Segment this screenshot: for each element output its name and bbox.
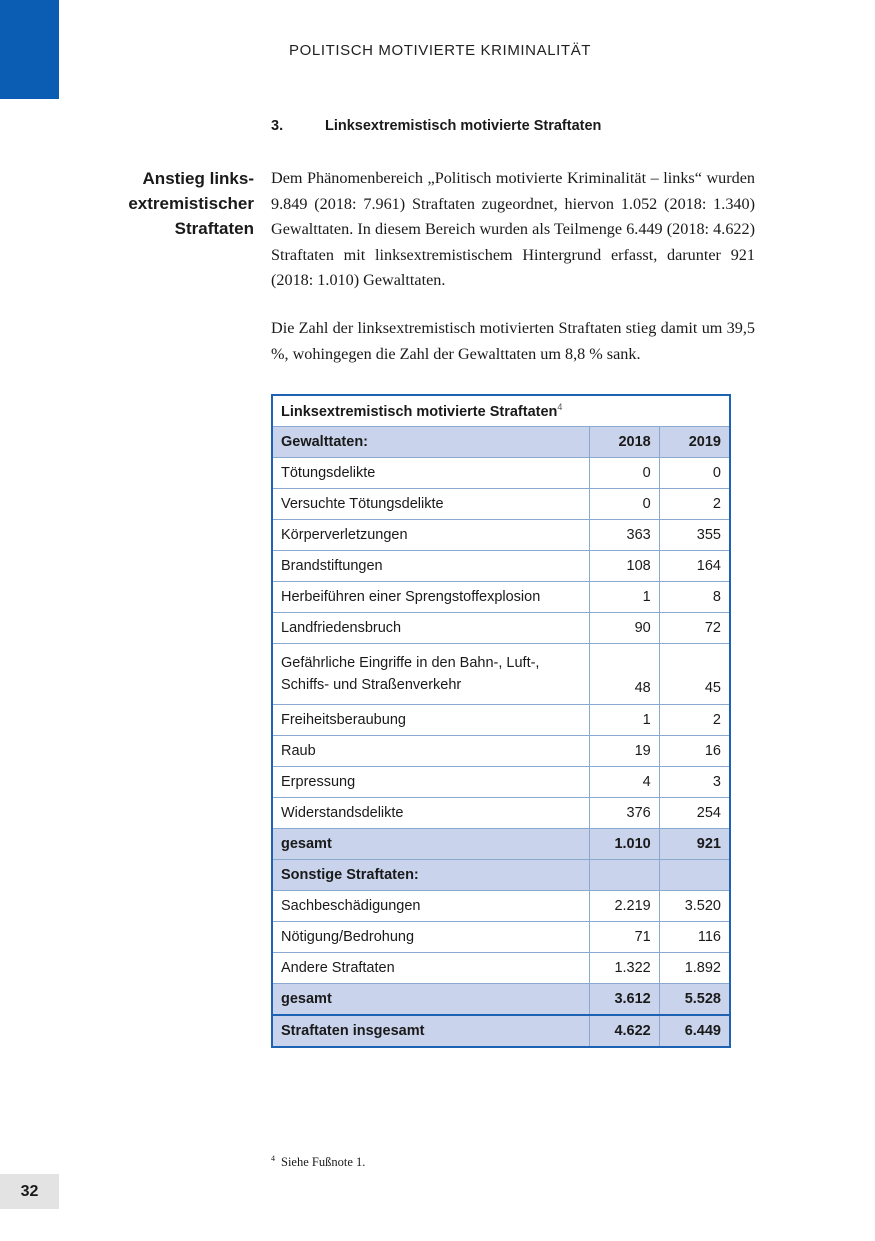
corner-color-block (0, 0, 59, 99)
value-2018: 4.622 (589, 1015, 659, 1047)
table-row (272, 891, 730, 922)
value-2019: 2 (659, 489, 730, 520)
row-label: Straftaten insgesamt (272, 1015, 589, 1047)
value-2019: 1.892 (659, 953, 730, 984)
table-row (272, 953, 730, 984)
other-total-row (272, 984, 730, 1016)
value-2019: 2019 (659, 427, 730, 458)
row-label: Versuchte Tötungsdelikte (272, 489, 589, 520)
row-label: Gefährliche Eingriffe in den Bahn-, Luft-, Schiffs- und Straßenverkehr (272, 644, 589, 705)
value-2019: 8 (659, 582, 730, 613)
table-row (272, 489, 730, 520)
margin-heading (114, 166, 254, 241)
violent-total-row (272, 829, 730, 860)
table-row (272, 922, 730, 953)
table-row (272, 736, 730, 767)
row-label: Sonstige Straftaten: (272, 860, 589, 891)
crime-statistics-table (271, 394, 731, 1048)
section-title: Linksextremistisch motivierte Straftaten (325, 118, 602, 134)
value-2018: 4 (589, 767, 659, 798)
row-label: Andere Straftaten (272, 953, 589, 984)
value-2019: 254 (659, 798, 730, 829)
margin-heading-line: Anstieg links- (142, 169, 254, 188)
footnote-marker: 4 (271, 1154, 275, 1163)
value-2018: 2.219 (589, 891, 659, 922)
table-row (272, 551, 730, 582)
value-2019: 116 (659, 922, 730, 953)
row-label: Landfriedensbruch (272, 613, 589, 644)
value-2019: 16 (659, 736, 730, 767)
row-label: Herbeiführen einer Sprengstoffexplosion (272, 582, 589, 613)
table-row (272, 798, 730, 829)
value-2018: 1 (589, 705, 659, 736)
value-2019: 72 (659, 613, 730, 644)
value-2019 (659, 860, 730, 891)
section-number: 3. (271, 118, 284, 134)
value-2019: 355 (659, 520, 730, 551)
row-label: Widerstandsdelikte (272, 798, 589, 829)
table-row (272, 613, 730, 644)
value-2019: 2 (659, 705, 730, 736)
value-2019: 0 (659, 458, 730, 489)
value-2018: 90 (589, 613, 659, 644)
value-2018: 1.322 (589, 953, 659, 984)
body-paragraph-1: Dem Phänomenbereich „Politisch motivierte Kriminalität – links“ wurden 9.849 (2018: 7.961) Straftaten zugeordnet, hiervon 1.052 (2018: 1.340) Gewalttaten. In diesem Bereich wurden als Teilmenge 6.449 (2018: 4.622) Straftaten mit linksextremistischem Hintergrund erfasst, darunter 921 (2018: 1.010) Gewalttaten. (271, 169, 755, 289)
page-number: 32 (0, 1174, 59, 1209)
table-title: Linksextremistisch motivierte Straftaten$^4$ (272, 395, 730, 427)
table-row (272, 705, 730, 736)
row-label: gesamt (272, 829, 589, 860)
body-paragraph-2: Die Zahl der linksextremistisch motivierten Straftaten stieg damit um 39,5 %, wohingegen die Zahl der Gewalttaten um 8,8 % sank. (271, 319, 755, 363)
footnote (271, 1154, 365, 1170)
margin-heading-line: Straftaten (174, 219, 254, 238)
value-2018: 0 (589, 458, 659, 489)
row-label: Brandstiftungen (272, 551, 589, 582)
value-2019: 3.520 (659, 891, 730, 922)
value-2018 (589, 860, 659, 891)
other-header-row (272, 860, 730, 891)
row-label: Raub (272, 736, 589, 767)
section-heading (271, 118, 601, 134)
row-label: Freiheitsberaubung (272, 705, 589, 736)
violent-header-row (272, 427, 730, 458)
table-row (272, 767, 730, 798)
margin-heading-line: extremistischer (128, 194, 254, 213)
value-2019: 921 (659, 829, 730, 860)
value-2018: 108 (589, 551, 659, 582)
table-row (272, 644, 730, 705)
value-2019: 6.449 (659, 1015, 730, 1047)
value-2018: 1 (589, 582, 659, 613)
value-2018: 19 (589, 736, 659, 767)
value-2018: 376 (589, 798, 659, 829)
table-title-row (272, 395, 730, 427)
value-2019: 45 (659, 644, 730, 705)
value-2018: 2018 (589, 427, 659, 458)
row-label: Sachbeschädigungen (272, 891, 589, 922)
row-label: gesamt (272, 984, 589, 1016)
running-header: POLITISCH MOTIVIERTE KRIMINALITÄT (289, 42, 592, 59)
value-2019: 164 (659, 551, 730, 582)
value-2018: 1.010 (589, 829, 659, 860)
row-label: Erpressung (272, 767, 589, 798)
footnote-reference: 4 (557, 402, 563, 413)
value-2018: 71 (589, 922, 659, 953)
row-label: Tötungsdelikte (272, 458, 589, 489)
footnote-text: Siehe Fußnote 1. (281, 1155, 366, 1170)
value-2019: 5.528 (659, 984, 730, 1016)
table-row (272, 458, 730, 489)
grand-total-row (272, 1015, 730, 1047)
value-2018: 3.612 (589, 984, 659, 1016)
row-label: Gewalttaten: (272, 427, 589, 458)
row-label: Nötigung/Bedrohung (272, 922, 589, 953)
table-row (272, 582, 730, 613)
value-2018: 48 (589, 644, 659, 705)
value-2018: 0 (589, 489, 659, 520)
row-label: Körperverletzungen (272, 520, 589, 551)
value-2018: 363 (589, 520, 659, 551)
value-2019: 3 (659, 767, 730, 798)
table-row (272, 520, 730, 551)
